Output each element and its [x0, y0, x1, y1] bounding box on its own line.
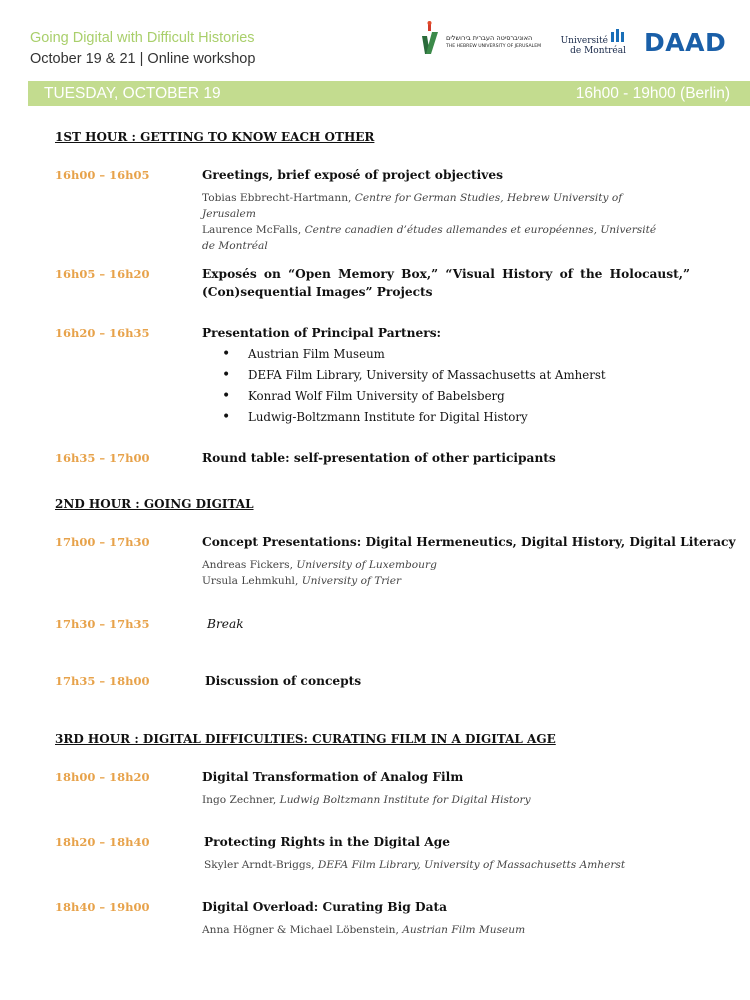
udem-line2: de Montréal	[570, 46, 626, 56]
item-title: Discussion of concepts	[205, 674, 362, 688]
hebrew-university-icon	[418, 20, 442, 60]
item-title: Protecting Rights in the Digital Age	[204, 835, 450, 849]
speaker-name: Skyler Arndt-Briggs,	[204, 859, 318, 871]
item-time: 18h20 – 18h40	[55, 835, 150, 849]
item-time: 16h20 – 16h35	[55, 326, 150, 340]
speaker-affiliation: University of Trier	[301, 575, 402, 587]
speaker-affiliation: Centre for German Studies, Hebrew University of Jerusalem	[202, 192, 623, 220]
item-time: 17h35 – 18h00	[55, 674, 150, 688]
speaker-affiliation: University of Luxembourg	[296, 559, 437, 571]
huji-english-name: THE HEBREW UNIVERSITY OF JERUSALEM	[446, 44, 542, 49]
item-speakers	[202, 190, 672, 254]
item-title: Exposés on “Open Memory Box,” “Visual History of the Holocaust,” (Con)sequential Images” Projects	[202, 267, 690, 299]
list-item: • Konrad Wolf Film University of Babelsberg	[222, 387, 606, 408]
day-label: TUESDAY, OCTOBER 19	[44, 85, 221, 102]
speaker-name: Tobias Ebbrecht-Hartmann,	[202, 192, 355, 204]
item-title: Digital Overload: Curating Big Data	[202, 900, 447, 914]
item-time: 16h35 – 17h00	[55, 451, 150, 465]
speaker-affiliation: Centre canadien d’études allemandes et européennes, Université de Montréal	[202, 224, 657, 252]
speaker-name: Andreas Fickers,	[202, 559, 297, 571]
item-speakers	[204, 857, 674, 873]
speaker-name: Anna Högner & Michael Löbenstein,	[202, 924, 403, 936]
hebrew-university-logo	[418, 20, 546, 60]
item-title: Concept Presentations: Digital Hermeneutics, Digital History, Digital Literacy	[202, 535, 736, 549]
speaker-name: Laurence McFalls,	[202, 224, 305, 236]
speaker-affiliation: DEFA Film Library, University of Massachusetts Amherst	[317, 859, 626, 871]
item-title: Digital Transformation of Analog Film	[202, 770, 464, 784]
daad-logo: DAAD	[644, 28, 727, 57]
speaker-name: Ursula Lehmkuhl,	[202, 575, 302, 587]
item-time: 16h00 – 16h05	[55, 168, 150, 182]
section-heading-3: 3RD HOUR : DIGITAL DIFFICULTIES: CURATING FILM IN A DIGITAL AGE	[55, 732, 556, 746]
speaker-affiliation: Ludwig Boltzmann Institute for Digital History	[279, 794, 531, 806]
list-item: • Austrian Film Museum	[222, 345, 606, 366]
huji-hebrew-name: האוניברסיטה העברית בירושלים	[446, 34, 533, 42]
item-time: 17h30 – 17h35	[55, 617, 150, 631]
workshop-dates: October 19 & 21 | Online workshop	[30, 51, 256, 67]
item-title: Greetings, brief exposé of project objectives	[202, 168, 504, 182]
item-time: 18h40 – 19h00	[55, 900, 150, 914]
list-item: • DEFA Film Library, University of Massachusetts at Amherst	[222, 366, 606, 387]
page-header	[0, 0, 750, 80]
section-heading-2: 2ND HOUR : GOING DIGITAL	[55, 497, 254, 511]
item-title: Presentation of Principal Partners:	[202, 326, 442, 340]
day-time-range: 16h00 - 19h00 (Berlin)	[575, 85, 730, 102]
speaker-affiliation: Austrian Film Museum	[402, 924, 526, 936]
udem-line1: Université	[560, 36, 608, 46]
partner-list	[222, 345, 606, 429]
speaker-name: Ingo Zechner,	[202, 794, 280, 806]
section-heading-1: 1ST HOUR : GETTING TO KNOW EACH OTHER	[55, 130, 375, 144]
item-time: 18h00 – 18h20	[55, 770, 150, 784]
workshop-title: Going Digital with Difficult Histories	[30, 30, 255, 46]
item-time: 16h05 – 16h20	[55, 267, 150, 281]
universite-de-montreal-logo	[560, 30, 626, 56]
item-speakers	[202, 557, 672, 589]
list-item: • Ludwig-Boltzmann Institute for Digital History	[222, 408, 606, 429]
item-title: Break	[207, 617, 244, 631]
day-banner	[28, 81, 750, 106]
item-title: Round table: self-presentation of other participants	[202, 451, 556, 465]
item-speakers	[202, 792, 672, 808]
item-time: 17h00 – 17h30	[55, 535, 150, 549]
item-speakers	[202, 922, 672, 938]
